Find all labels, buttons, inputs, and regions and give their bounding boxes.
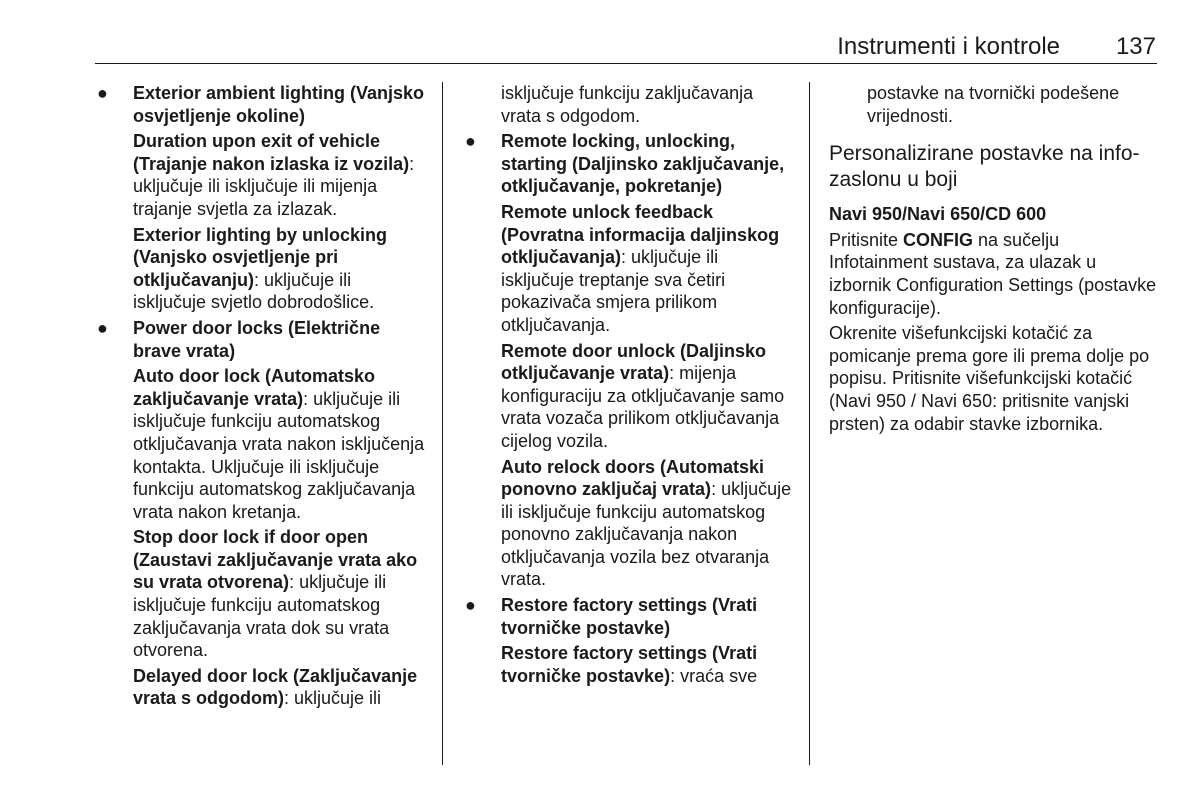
setting-text: : uključuje ili isključuje treptanje sva četiri pokazivača smjera prilikom otključavanja. — [501, 247, 726, 335]
list-item-heading: Power door locks (Električne brave vrata) — [133, 317, 381, 361]
column-3 — [829, 82, 1159, 438]
setting-text: : uključuje ili isključuje ili mijenja trajanje svjetla za izlazak. — [133, 153, 415, 219]
column-2 — [463, 82, 793, 690]
setting-text: : uključuje ili isključuje funkciju automatskog ponovno zaključavanja nakon otključavanja vozila bez otvaranja vrata. — [501, 479, 792, 590]
bullet-icon: ● — [465, 595, 476, 616]
continued-text: isključuje funkciju zaključavanja vrata s odgodom. — [501, 83, 754, 126]
list-item — [95, 82, 425, 127]
setting-label: Duration upon exit of vehicle (Trajanje nakon izlaska iz vozila) — [133, 131, 410, 174]
setting-text: : vraća sve — [670, 665, 758, 686]
setting-description — [463, 642, 793, 687]
page-header-title: Instrumenti i kontrole — [837, 33, 1060, 60]
column-1 — [95, 82, 425, 713]
list-item-heading: Restore factory settings (Vrati tvorničke postavke) — [501, 595, 758, 638]
setting-text: : mijenja konfiguraciju za otključavanje samo vrata vozača prilikom otključavanja cijelog vozila. — [501, 363, 785, 451]
setting-description — [463, 456, 793, 592]
column-divider-2 — [809, 82, 810, 765]
subsection-title: Navi 950/Navi 650/CD 600 — [829, 204, 1047, 225]
setting-description — [95, 365, 425, 523]
setting-text: : uključuje ili isključuje funkciju automatskog zaključavanja vrata dok su vrata otvorena. — [133, 572, 390, 661]
setting-description — [463, 340, 793, 453]
section-title: Personalizirane postavke na info-zaslonu u boji — [829, 142, 1140, 192]
setting-description — [95, 224, 425, 314]
setting-label: Restore factory settings (Vrati tvorničke postavke) — [501, 643, 758, 686]
setting-label: Exterior lighting by unlocking (Vanjsko osvjetljenje pri otključavanju) — [133, 224, 388, 290]
list-item — [463, 594, 793, 639]
instruction-paragraph: Okrenite višefunkcijski kotačić za pomicanje prema gore ili prema dolje po popisu. Pritisnite višefunkcijski kotačić (Navi 950 / Navi 650: pritisnite vanjski prsten) za odabir stavke izbornika. — [829, 323, 1150, 434]
setting-description — [95, 130, 425, 220]
header-rule — [95, 63, 1157, 64]
list-item — [463, 130, 793, 198]
setting-label: Stop door lock if door open (Zaustavi zaključavanje vrata ako su vrata otvorena) — [133, 527, 418, 593]
continued-text: postavke na tvornički podešene vrijednosti. — [867, 83, 1120, 126]
setting-description — [463, 201, 793, 337]
list-item-heading: Exterior ambient lighting (Vanjsko osvjetljenje okoline) — [133, 83, 425, 126]
instruction-text: na sučelju Infotainment sustava, za ulazak u izbornik Configuration Settings (postavke konfiguracije). — [829, 229, 1157, 318]
setting-description — [95, 665, 425, 710]
setting-text: : uključuje ili — [284, 688, 382, 709]
setting-label: Auto relock doors (Automatski ponovno zaključaj vrata) — [501, 456, 765, 500]
setting-label: Delayed door lock (Zaključavanje vrata s odgodom) — [133, 665, 418, 709]
bullet-icon: ● — [97, 317, 108, 338]
column-divider-1 — [442, 82, 443, 765]
setting-label: Remote door unlock (Daljinsko otključavanje vrata) — [501, 340, 767, 384]
setting-text: : uključuje ili isključuje svjetlo dobrodošlice. — [133, 269, 375, 313]
page-number: 137 — [1115, 33, 1156, 60]
instruction-paragraph — [829, 229, 1159, 319]
config-key-label: CONFIG — [903, 229, 974, 250]
bullet-icon: ● — [97, 83, 108, 103]
setting-label: Remote unlock feedback (Povratna informacija daljinskog otključavanja) — [501, 201, 780, 268]
instruction-text: Pritisnite — [829, 229, 904, 250]
list-item — [95, 317, 425, 362]
setting-description — [95, 526, 425, 662]
bullet-icon: ● — [465, 131, 476, 152]
setting-text: : uključuje ili isključuje funkciju automatskog otključavanja vrata nakon isključenja kontakta. Uključuje ili isključuje funkciju automatskog zaključavanja vrata nakon kretanja. — [133, 388, 425, 522]
setting-label: Auto door lock (Automatsko zaključavanje vrata) — [133, 366, 375, 409]
list-item-heading: Remote locking, unlocking, starting (Daljinsko zaključavanje, otključavanje, pokretanje) — [501, 131, 785, 197]
